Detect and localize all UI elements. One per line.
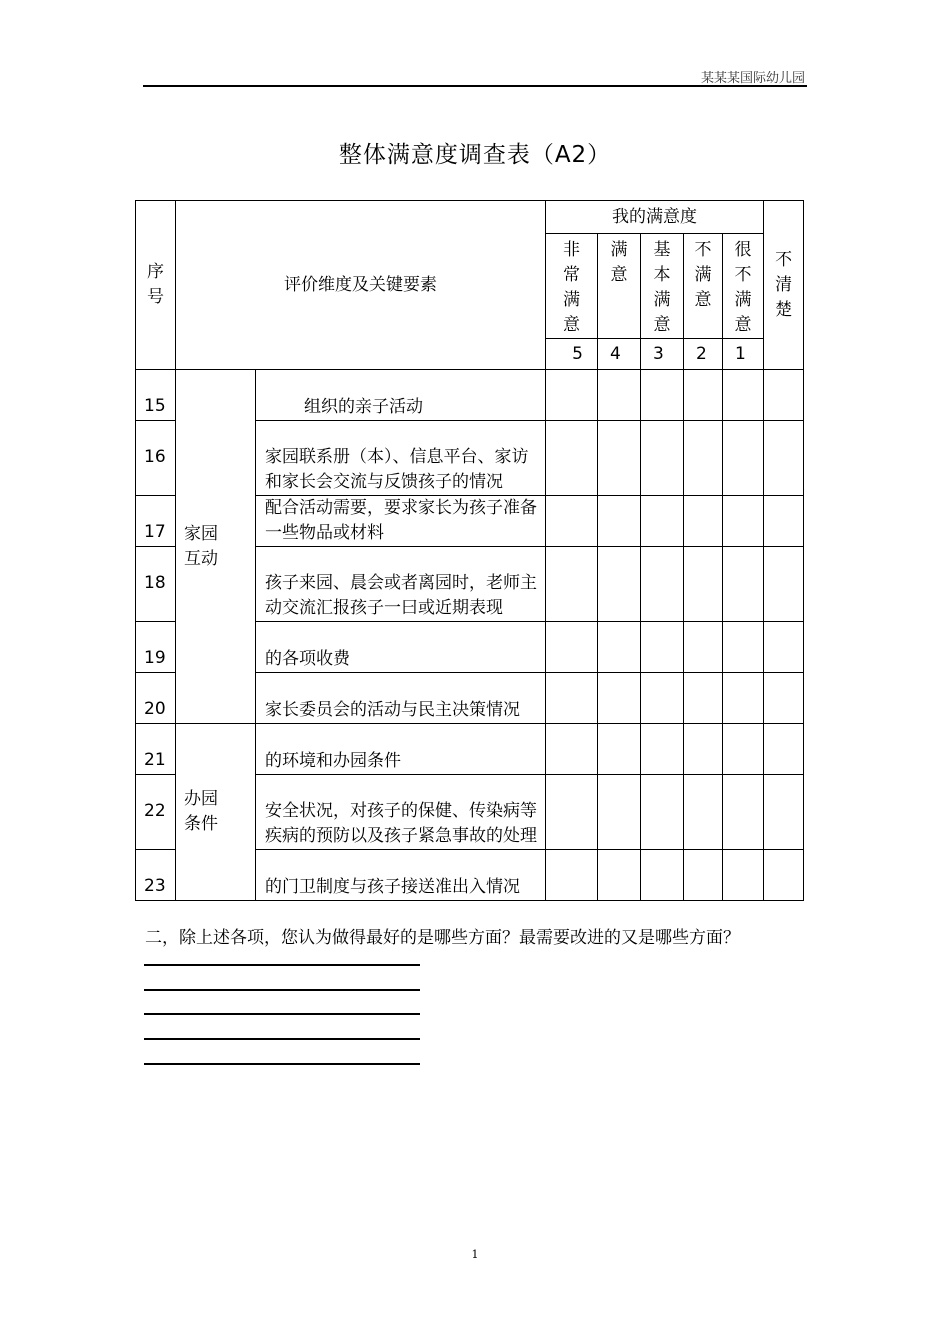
answer-line[interactable]: [144, 1013, 420, 1015]
rating-cell-2[interactable]: [684, 775, 723, 850]
row-item-text: 孩子来园、晨会或者离园时，老师主动交流汇报孩子一曰或近期表现: [256, 547, 546, 622]
header-org-name: 某某某国际幼儿园: [700, 71, 805, 86]
page-number: 1: [471, 1248, 479, 1261]
rating-cell-2[interactable]: [684, 673, 723, 724]
rating-cell-2[interactable]: [684, 370, 723, 421]
rating-cell-2[interactable]: [684, 850, 723, 901]
header-basically-satisfied: 基本满意: [641, 234, 684, 339]
rating-cell-3[interactable]: [641, 622, 684, 673]
rating-cell-4[interactable]: [598, 547, 641, 622]
row-number: 23: [136, 850, 176, 901]
row-number: 22: [136, 775, 176, 850]
rating-cell-4[interactable]: [598, 496, 641, 547]
score-5: 5: [546, 339, 598, 370]
rating-cell-4[interactable]: [598, 673, 641, 724]
rating-cell-1[interactable]: [723, 673, 764, 724]
row-item-text: 组织的亲子活动: [256, 370, 546, 421]
row-item-text: 家长委员会的活动与民主决策情况: [256, 673, 546, 724]
rating-cell-3[interactable]: [641, 496, 684, 547]
rating-cell-5[interactable]: [546, 850, 598, 901]
rating-cell-2[interactable]: [684, 421, 723, 496]
table-row: [136, 370, 804, 421]
rating-cell-3[interactable]: [641, 673, 684, 724]
rating-cell-5[interactable]: [546, 775, 598, 850]
rating-cell-2[interactable]: [684, 496, 723, 547]
header-very-satisfied: 非常满意: [546, 234, 598, 339]
rating-cell-unclear[interactable]: [764, 496, 804, 547]
rating-cell-4[interactable]: [598, 622, 641, 673]
rating-cell-4[interactable]: [598, 850, 641, 901]
row-number: 21: [136, 724, 176, 775]
header-very-unsatisfied: 很不满意: [723, 234, 764, 339]
rating-cell-3[interactable]: [641, 547, 684, 622]
rating-cell-unclear[interactable]: [764, 421, 804, 496]
score-4: 4: [598, 339, 641, 370]
row-item-text: 的环境和办园条件: [256, 724, 546, 775]
header-satisfaction-group: 我的满意度: [546, 201, 764, 234]
answer-line[interactable]: [144, 964, 420, 966]
rating-cell-1[interactable]: [723, 724, 764, 775]
rating-cell-5[interactable]: [546, 724, 598, 775]
row-number: 16: [136, 421, 176, 496]
rating-cell-5[interactable]: [546, 673, 598, 724]
rating-cell-3[interactable]: [641, 775, 684, 850]
answer-line[interactable]: [144, 1063, 420, 1065]
table-row: [136, 724, 804, 775]
answer-line[interactable]: [144, 989, 420, 991]
rating-cell-5[interactable]: [546, 370, 598, 421]
rating-cell-4[interactable]: [598, 724, 641, 775]
rating-cell-unclear[interactable]: [764, 673, 804, 724]
rating-cell-unclear[interactable]: [764, 850, 804, 901]
header-satisfied: 满意: [598, 234, 641, 339]
rating-cell-4[interactable]: [598, 775, 641, 850]
rating-cell-unclear[interactable]: [764, 370, 804, 421]
rating-cell-unclear[interactable]: [764, 724, 804, 775]
rating-cell-1[interactable]: [723, 370, 764, 421]
rating-cell-2[interactable]: [684, 547, 723, 622]
header-dimension: 评价维度及关键要素: [176, 201, 546, 370]
score-3: 3: [641, 339, 684, 370]
score-1: 1: [723, 339, 764, 370]
header-divider: [143, 85, 807, 87]
rating-cell-4[interactable]: [598, 421, 641, 496]
rating-cell-1[interactable]: [723, 421, 764, 496]
category-home-interaction: 家园互动: [176, 370, 256, 724]
answer-line[interactable]: [144, 1038, 420, 1040]
row-number: 17: [136, 496, 176, 547]
rating-cell-3[interactable]: [641, 724, 684, 775]
category-conditions: 办园条件: [176, 724, 256, 901]
header-unclear: 不清楚: [764, 201, 804, 370]
rating-cell-2[interactable]: [684, 622, 723, 673]
header-unsatisfied: 不满意: [684, 234, 723, 339]
rating-cell-unclear[interactable]: [764, 775, 804, 850]
row-item-text: 的门卫制度与孩子接送准出入情况: [256, 850, 546, 901]
rating-cell-1[interactable]: [723, 496, 764, 547]
rating-cell-1[interactable]: [723, 547, 764, 622]
rating-cell-5[interactable]: [546, 496, 598, 547]
row-item-text: 配合活动需要，要求家长为孩子准备一些物品或材料: [256, 496, 546, 547]
row-item-text: 的各项收费: [256, 622, 546, 673]
rating-cell-unclear[interactable]: [764, 547, 804, 622]
rating-cell-2[interactable]: [684, 724, 723, 775]
rating-cell-3[interactable]: [641, 370, 684, 421]
rating-cell-3[interactable]: [641, 850, 684, 901]
rating-cell-1[interactable]: [723, 775, 764, 850]
rating-cell-1[interactable]: [723, 622, 764, 673]
header-no: 序号: [136, 201, 176, 370]
rating-cell-5[interactable]: [546, 547, 598, 622]
row-number: 19: [136, 622, 176, 673]
row-item-text: 安全状况，对孩子的保健、传染病等疾病的预防以及孩子紧急事故的处理: [256, 775, 546, 850]
score-2: 2: [684, 339, 723, 370]
row-number: 20: [136, 673, 176, 724]
row-number: 15: [136, 370, 176, 421]
row-number: 18: [136, 547, 176, 622]
open-question: 二，除上述各项，您认为做得最好的是哪些方面？最需要改进的又是哪些方面？: [145, 928, 740, 948]
rating-cell-4[interactable]: [598, 370, 641, 421]
rating-cell-unclear[interactable]: [764, 622, 804, 673]
page-title: 整体满意度调查表（A2）: [338, 142, 612, 168]
rating-cell-5[interactable]: [546, 421, 598, 496]
rating-cell-3[interactable]: [641, 421, 684, 496]
row-item-text: 家园联系册（本）、信息平台、家访和家长会交流与反馈孩子的情况: [256, 421, 546, 496]
rating-cell-5[interactable]: [546, 622, 598, 673]
rating-cell-1[interactable]: [723, 850, 764, 901]
satisfaction-table: [135, 200, 804, 901]
